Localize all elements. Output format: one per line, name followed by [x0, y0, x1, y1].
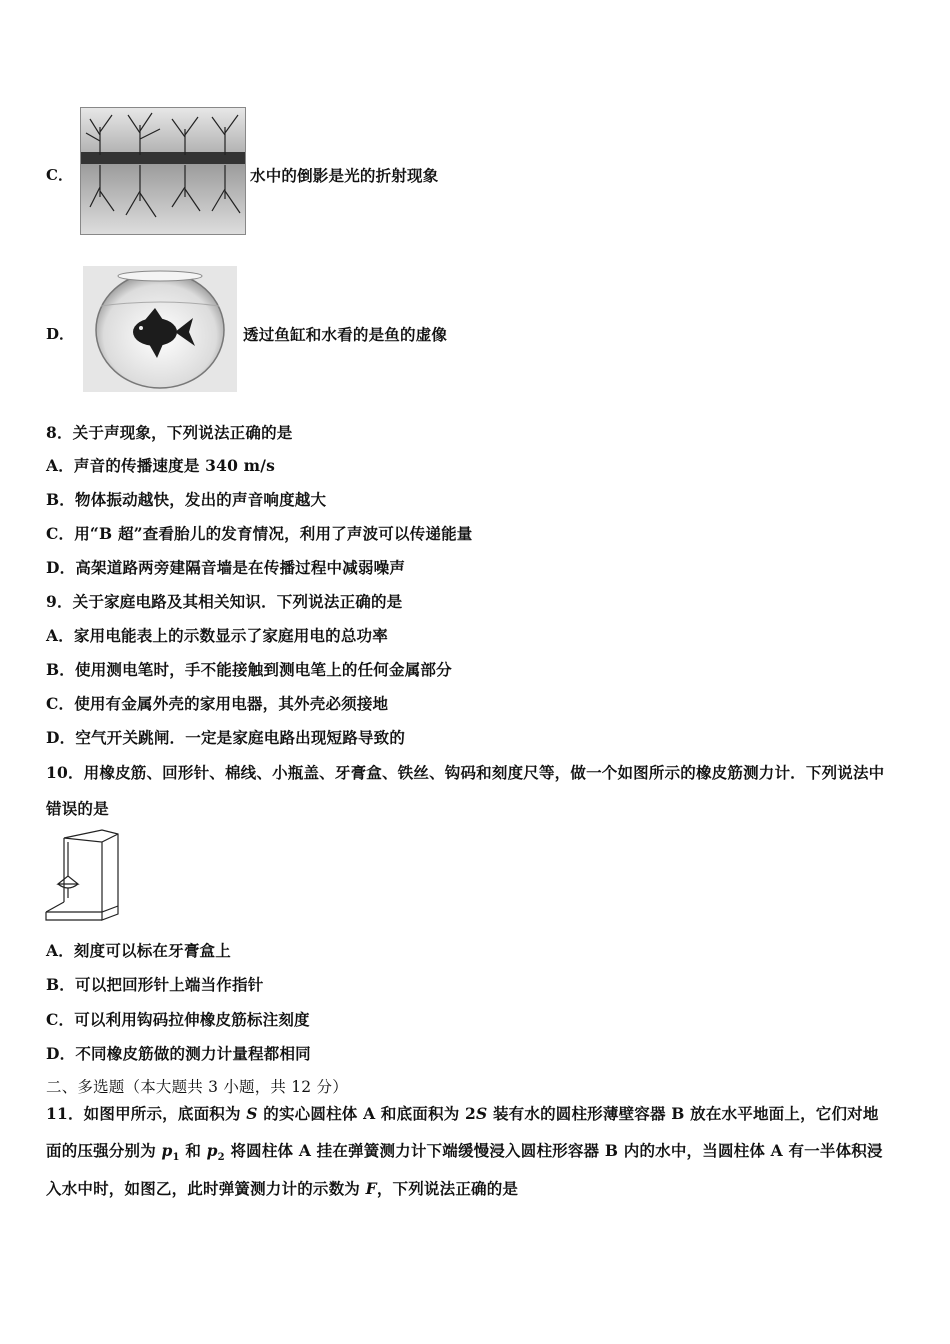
option-d-letter: D．: [46, 325, 75, 343]
q10-option-c: C．可以利用钩码拉伸橡皮筋标注刻度: [46, 1010, 310, 1029]
q10-option-d: D．不同橡皮筋做的测力计量程都相同: [46, 1044, 311, 1063]
reflection-photo: [80, 107, 246, 235]
option-c-text: 水中的倒影是光的折射现象: [250, 166, 439, 185]
q8-option-d: D．高架道路两旁建隔音墙是在传播过程中减弱噪声: [46, 558, 406, 577]
rubber-band-dynamometer-figure: [44, 828, 124, 924]
q9-option-c: C．使用有金属外壳的家用电器，其外壳必须接地: [46, 694, 389, 713]
option-c-letter: C．: [46, 166, 73, 184]
q8-option-c: C．用“B 超”查看胎儿的发育情况，利用了声波可以传递能量: [46, 524, 473, 543]
q10-option-b: B．可以把回形针上端当作指针: [46, 975, 264, 994]
fishbowl-photo: [83, 266, 237, 392]
q8-option-a: A．声音的传播速度是 340 m/s: [46, 456, 276, 475]
question-8-stem: 8．关于声现象，下列说法正确的是: [46, 423, 293, 442]
question-9-stem: 9．关于家庭电路及其相关知识．下列说法正确的是: [46, 592, 403, 611]
q9-option-a: A．家用电能表上的示数显示了家庭用电的总功率: [46, 626, 388, 645]
section-2-title: 二、多选题（本大题共 3 小题，共 12 分）: [46, 1078, 348, 1096]
option-d-text: 透过鱼缸和水看的是鱼的虚像: [243, 325, 448, 344]
q10-option-a: A．刻度可以标在牙膏盒上: [46, 941, 231, 960]
question-11-line3: 入水中时，如图乙，此时弹簧测力计的示数为 F，下列说法正确的是: [46, 1179, 519, 1198]
question-10-stem-line1: 10．用橡皮筋、回形针、棉线、小瓶盖、牙膏盒、铁丝、钩码和刻度尺等，做一个如图所示的橡皮筋测力计．下列说法中: [46, 763, 885, 782]
q9-option-b: B．使用测电笔时，手不能接触到测电笔上的任何金属部分: [46, 660, 452, 679]
question-11-line1: 11．如图甲所示，底面积为 S 的实心圆柱体 A 和底面积为 2S 装有水的圆柱形薄壁容器 B 放在水平地面上，它们对地: [46, 1104, 879, 1123]
q9-option-d: D．空气开关跳闸．一定是家庭电路出现短路导致的: [46, 728, 406, 747]
question-11-line2: 面的压强分别为 $p_1$ 和 $p_2$ 将圆柱体 A 挂在弹簧测力计下端缓慢浸入圆柱形容器 B 内的水中，当圆柱体 A 有一半体积浸: [46, 1141, 883, 1164]
q8-option-b: B．物体振动越快，发出的声音响度越大: [46, 490, 327, 509]
question-10-stem-line2: 错误的是: [46, 799, 109, 818]
